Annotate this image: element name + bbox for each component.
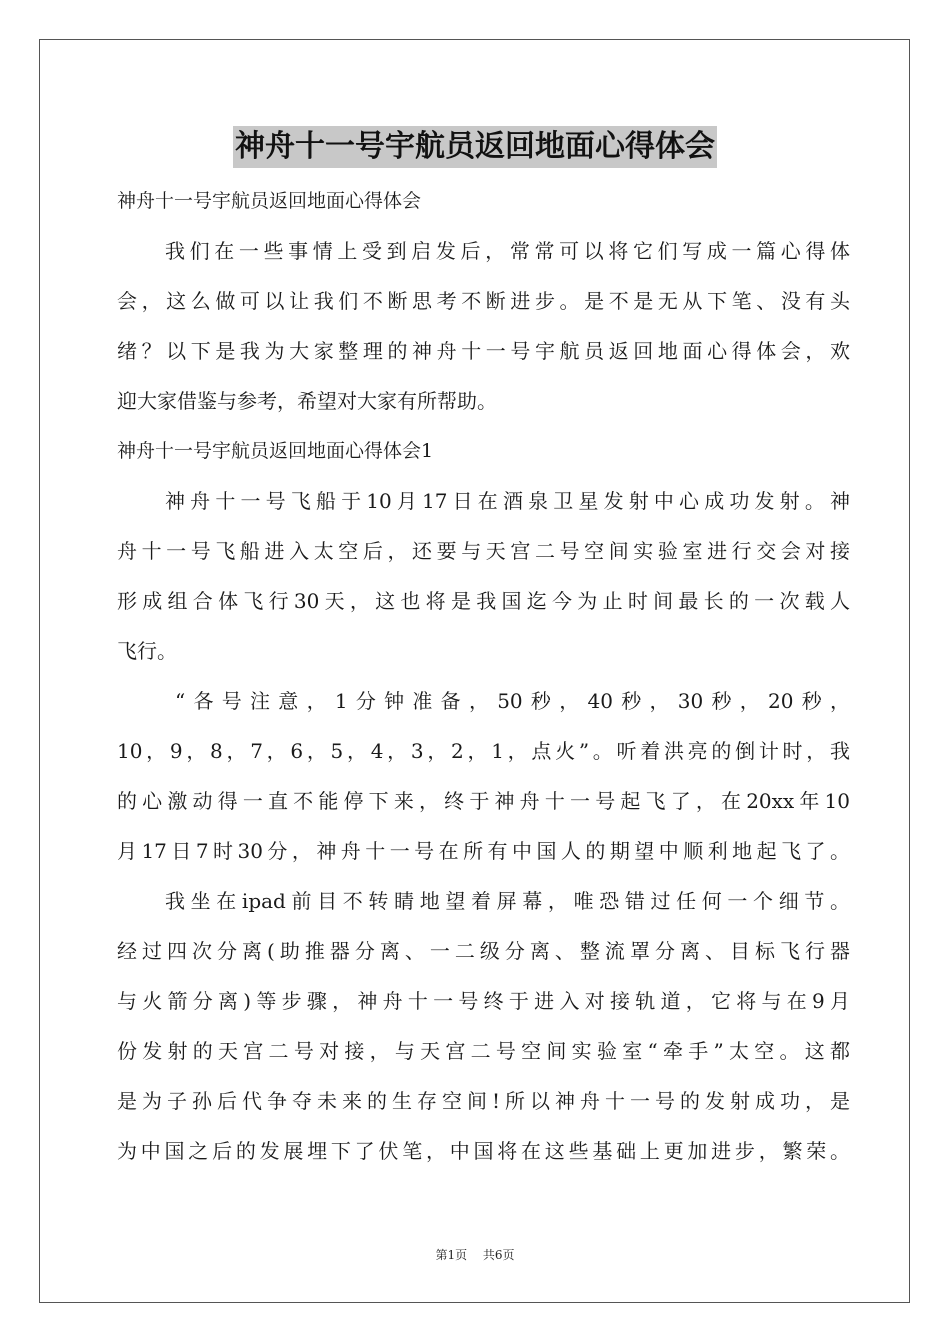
paragraph-line: “各号注意，1分钟准备，50秒，40秒，30秒，20秒，	[175, 689, 850, 713]
document-body	[117, 176, 850, 1176]
paragraph-line: 经过四次分离(助推器分离、一二级分离、整流罩分离、目标飞行器	[117, 939, 850, 963]
section-heading: 神舟十一号宇航员返回地面心得体会1	[117, 440, 434, 462]
paragraph-line: 飞行。	[117, 639, 177, 663]
page-number: 第1页	[435, 1248, 468, 1262]
paragraph-line: 绪？以下是我为大家整理的神舟十一号宇航员返回地面心得体会，欢	[117, 339, 850, 363]
subtitle-line: 神舟十一号宇航员返回地面心得体会	[117, 190, 422, 212]
paragraph-line: 份发射的天宫二号对接，与天宫二号空间实验室“牵手”太空。这都	[117, 1039, 850, 1063]
paragraph-line: 我坐在ipad前目不转睛地望着屏幕，唯恐错过任何一个细节。	[165, 889, 850, 913]
paragraph-line: 形成组合体飞行30天，这也将是我国迄今为止时间最长的一次载人	[117, 589, 850, 613]
paragraph-line: 10，9，8，7，6，5，4，3，2，1，点火”。听着洪亮的倒计时，我	[117, 739, 850, 763]
page-total: 共6页	[482, 1248, 515, 1262]
paragraph-line: 与火箭分离)等步骤，神舟十一号终于进入对接轨道，它将与在9月	[117, 989, 850, 1013]
document-title: 神舟十一号宇航员返回地面心得体会	[233, 126, 717, 168]
paragraph-line: 为中国之后的发展埋下了伏笔，中国将在这些基础上更加进步，繁荣。	[117, 1139, 850, 1163]
paragraph-line: 是为子孙后代争夺未来的生存空间!所以神舟十一号的发射成功，是	[117, 1089, 850, 1113]
paragraph-line: 月17日7时30分，神舟十一号在所有中国人的期望中顺利地起飞了。	[117, 839, 850, 863]
paragraph-line: 我们在一些事情上受到启发后，常常可以将它们写成一篇心得体	[165, 239, 850, 263]
page-footer	[0, 1246, 950, 1263]
paragraph-line: 舟十一号飞船进入太空后，还要与天宫二号空间实验室进行交会对接	[117, 539, 850, 563]
paragraph-line: 迎大家借鉴与参考，希望对大家有所帮助。	[117, 389, 497, 413]
paragraph-line: 神舟十一号飞船于10月17日在酒泉卫星发射中心成功发射。神	[165, 489, 850, 513]
title-container	[0, 126, 950, 168]
paragraph-line: 的心激动得一直不能停下来，终于神舟十一号起飞了，在20xx年10	[117, 789, 850, 813]
paragraph-line: 会，这么做可以让我们不断思考不断进步。是不是无从下笔、没有头	[117, 289, 850, 313]
